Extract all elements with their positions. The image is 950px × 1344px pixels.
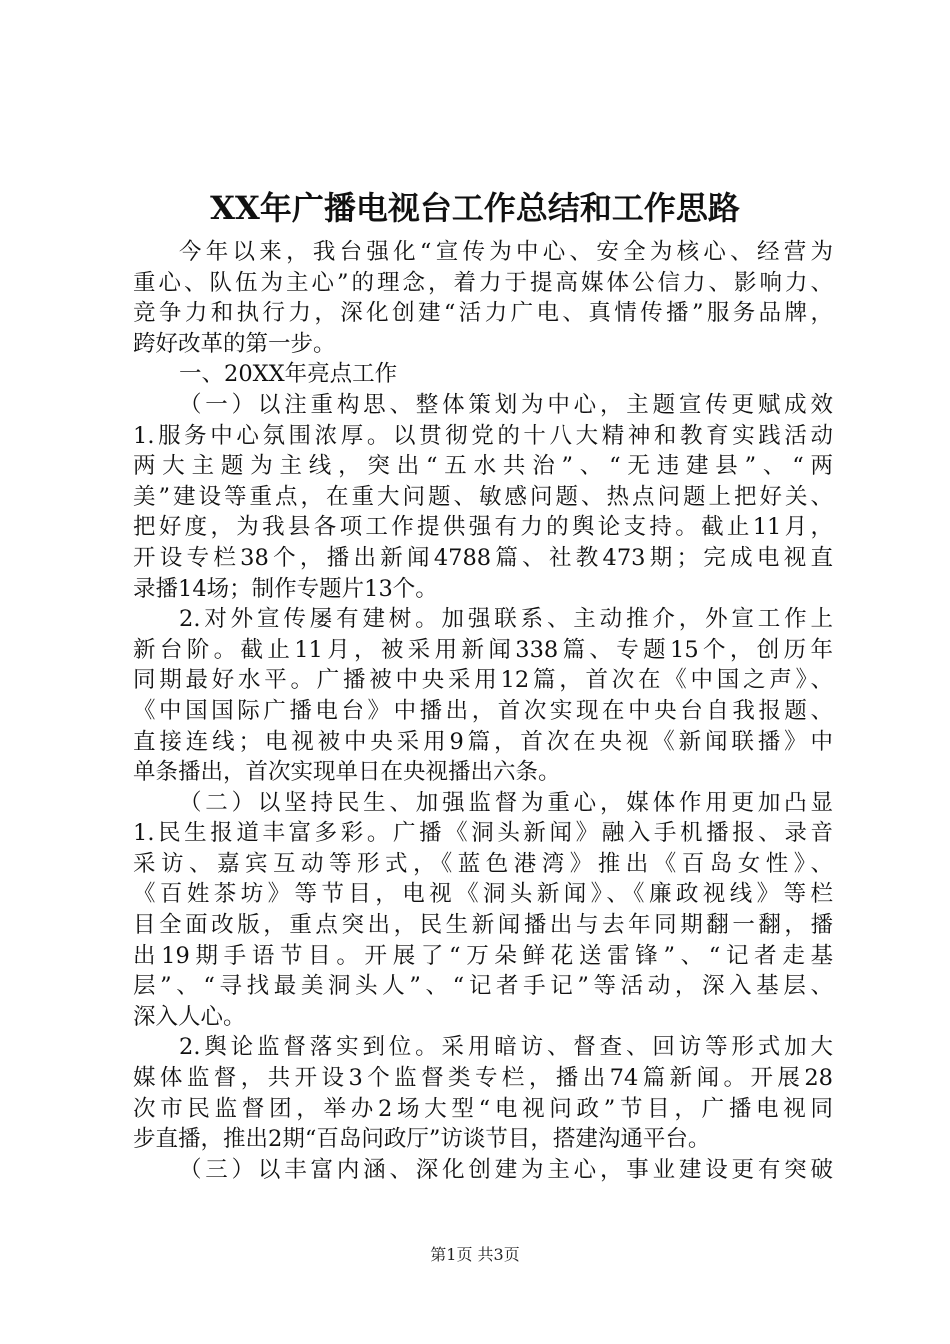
paragraph-line: 2.对外宣传屡有建树。加强联系、主动推介，外宣工作上 bbox=[179, 606, 833, 633]
paragraph-line: 目全面改版，重点突出，民生新闻播出与去年同期翻一翻，播 bbox=[133, 912, 833, 939]
paragraph-line: 竞争力和执行力，深化创建“活力广电、真情传播”服务品牌， bbox=[133, 300, 833, 327]
subsection-heading: （一）以注重构思、整体策划为中心，主题宣传更赋成效 bbox=[179, 391, 833, 418]
paragraph-line: 美”建设等重点，在重大问题、敏感问题、热点问题上把好关、 bbox=[133, 483, 833, 510]
paragraph-line: 层”、“寻找最美洞头人”、“记者手记”等活动，深入基层、 bbox=[133, 973, 833, 1000]
paragraph-line: 同期最好水平。广播被中央采用12篇，首次在《中国之声》、 bbox=[133, 667, 833, 694]
paragraph-line: 单条播出，首次实现单日在央视播出六条。 bbox=[133, 759, 561, 786]
paragraph-line: 把好度，为我县各项工作提供强有力的舆论支持。截止11月， bbox=[133, 514, 833, 541]
paragraph-line: 今年以来，我台强化“宣传为中心、安全为核心、经营为 bbox=[179, 239, 833, 265]
paragraph-line: 重心、队伍为主心”的理念，着力于提高媒体公信力、影响力、 bbox=[133, 269, 833, 296]
paragraph-line: 两大主题为主线，突出“五水共治”、“无违建县”、“两 bbox=[133, 453, 833, 480]
subsection-heading: （三）以丰富内涵、深化创建为主心，事业建设更有突破 bbox=[179, 1156, 833, 1183]
paragraph-line: 《百姓茶坊》等节目，电视《洞头新闻》、《廉政视线》等栏 bbox=[133, 881, 833, 908]
paragraph-line: 跨好改革的第一步。 bbox=[133, 330, 336, 357]
paragraph-line: 步直播，推出2期“百岛问政厅”访谈节目，搭建沟通平台。 bbox=[133, 1126, 711, 1153]
document-title: XX年广播电视台工作总结和工作思路 bbox=[210, 189, 740, 227]
paragraph-line: 深入人心。 bbox=[133, 1003, 246, 1030]
section-heading: 一、20XX年亮点工作 bbox=[179, 361, 398, 388]
document-body bbox=[133, 237, 833, 1185]
paragraph-line: 《中国国际广播电台》中播出，首次实现在中央台自我报题、 bbox=[133, 697, 833, 724]
page-footer: 第1页 共3页 bbox=[430, 1245, 520, 1264]
paragraph-line: 1.民生报道丰富多彩。广播《洞头新闻》融入手机播报、录音 bbox=[133, 820, 833, 847]
paragraph-line: 次市民监督团，举办2场大型“电视问政”节目，广播电视同 bbox=[133, 1095, 833, 1122]
paragraph-line: 录播14场；制作专题片13个。 bbox=[133, 575, 438, 602]
paragraph-line: 1.服务中心氛围浓厚。以贯彻党的十八大精神和教育实践活动 bbox=[133, 422, 833, 449]
paragraph-line: 开设专栏38个，播出新闻4788篇、社教473期；完成电视直 bbox=[133, 544, 833, 571]
paragraph-line: 直接连线；电视被中央采用9篇，首次在央视《新闻联播》中 bbox=[133, 728, 833, 755]
paragraph-line: 2.舆论监督落实到位。采用暗访、督查、回访等形式加大 bbox=[179, 1034, 833, 1061]
paragraph-line: 新台阶。截止11月，被采用新闻338篇、专题15个，创历年 bbox=[133, 636, 833, 663]
paragraph-line: 出19期手语节目。开展了“万朵鲜花送雷锋”、“记者走基 bbox=[133, 942, 833, 969]
paragraph-line: 媒体监督，共开设3个监督类专栏，播出74篇新闻。开展28 bbox=[133, 1065, 833, 1092]
paragraph-line: 采访、嘉宾互动等形式，《蓝色港湾》推出《百岛女性》、 bbox=[133, 850, 833, 877]
subsection-heading: （二）以坚持民生、加强监督为重心，媒体作用更加凸显 bbox=[179, 789, 833, 816]
